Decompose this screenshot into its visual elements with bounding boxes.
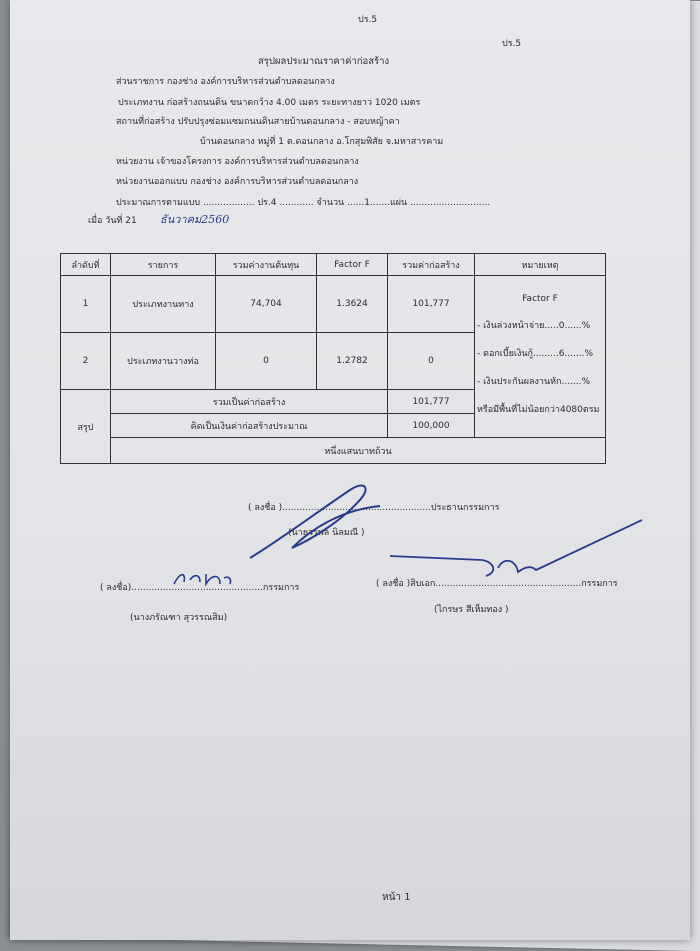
agency-row: ส่วนราชการ กองช่าง องค์การบริหารส่วนตำบลดอนกลาง: [116, 77, 335, 87]
chair-name: (นายวรพล นิลมณี ): [288, 528, 365, 538]
col-header-item: รายการ: [111, 254, 216, 276]
owner-row: หน่วยงาน เจ้าของโครงการ องค์การบริหารส่วนตำบลดอนกลาง: [116, 157, 359, 167]
remark-area: หรือมีพื้นที่ไม่น้อยกว่า4080ตรม: [477, 405, 600, 415]
amount-in-words: หนึ่งแสนบาทถ้วน: [111, 438, 606, 464]
remark-cell: [475, 276, 606, 438]
address-row: บ้านดอนกลาง หมู่ที่ 1 ต.ดอนกลาง อ.โกสุมพิสัย จ.มหาสารคาม: [200, 137, 444, 147]
col-header-no: ลำดับที่: [61, 254, 111, 276]
col-header-total: รวมค่าก่อสร้าง: [388, 254, 475, 276]
chair-sign-line: ( ลงชื่อ )....................................................ประธานกรรมการ: [248, 503, 500, 513]
col-header-remark: หมายเหตุ: [475, 254, 606, 276]
estimate-label: คิดเป็นเงินค่าก่อสร้างประมาณ: [111, 414, 388, 438]
row-no: 2: [61, 333, 111, 390]
row-total: 101,777: [388, 276, 475, 333]
date-row: เมื่อ วันที่ 21: [88, 216, 137, 226]
handwritten-date: ธันวาคม2560: [160, 213, 230, 226]
designer-row: หน่วยงานออกแบบ กองช่าง องค์การบริหารส่วนตำบลดอนกลาง: [116, 177, 359, 187]
row-factor: 1.2782: [317, 333, 388, 390]
remark-interest: - ดอกเบี้ยเงินกู้.........6.......%: [477, 349, 593, 359]
member1-signature-scribble: [170, 568, 240, 590]
row-total: 0: [388, 333, 475, 390]
estimate-row: ประมาณการตามแบบ .................. ปร.4 ............ จำนวน ......1.......แผ่น ............................: [116, 198, 491, 208]
form-code-right: ปร.5: [502, 39, 522, 49]
chair-signature-scribble: [240, 470, 390, 570]
remark-guarantee: - เงินประกันผลงานหัก.......%: [477, 377, 591, 387]
words-row: [61, 438, 606, 464]
cost-summary-table: [60, 253, 606, 464]
row-factor: 1.3624: [317, 276, 388, 333]
estimate-value: 100,000: [388, 414, 475, 438]
member1-name: (นางภรัณฑา สุวรรณสิม): [130, 613, 228, 623]
row-item: ประเภทงานทาง: [111, 276, 216, 333]
form-code-top: ปร.5: [358, 15, 378, 25]
member1-sign-line: ( ลงชื่อ)..............................................กรรมการ: [100, 583, 300, 593]
row-no: 1: [61, 276, 111, 333]
row-cost: 74,704: [216, 276, 317, 333]
member2-name: (ไกรษร สีเห็มทอง ): [434, 605, 509, 615]
summary-label: สรุป: [61, 390, 111, 464]
member2-sign-line: ( ลงชื่อ )สิบเอก...................................................กรรมการ: [376, 579, 618, 589]
row-cost: 0: [216, 333, 317, 390]
member2-signature-scribble: [386, 516, 646, 586]
sum-value: 101,777: [388, 390, 475, 414]
sum-label: รวมเป็นค่าก่อสร้าง: [111, 390, 388, 414]
row-item: ประเภทงานวางท่อ: [111, 333, 216, 390]
table-header-row: [61, 254, 606, 276]
location-row: สถานที่ก่อสร้าง ปรับปรุงซ่อมแซมถนนดินสายบ้านดอนกลาง - สอบหญ้าคา: [116, 117, 400, 127]
table-row: [61, 276, 606, 333]
remark-advance: - เงินล่วงหน้าจ่าย.....0......%: [477, 321, 591, 331]
page-number: หน้า 1: [382, 892, 411, 903]
col-header-factor: Factor F: [317, 254, 388, 276]
remark-title: Factor F: [522, 294, 558, 304]
col-header-cost: รวมค่างานต้นทุน: [216, 254, 317, 276]
work-type-row: ประเภทงาน ก่อสร้างถนนดิน ขนาดกว้าง 4.00 เมตร ระยะทางยาว 1020 เมตร: [118, 98, 421, 108]
document-page: [10, 0, 690, 940]
page-title: สรุปผลประมาณราคาค่าก่อสร้าง: [258, 56, 390, 67]
